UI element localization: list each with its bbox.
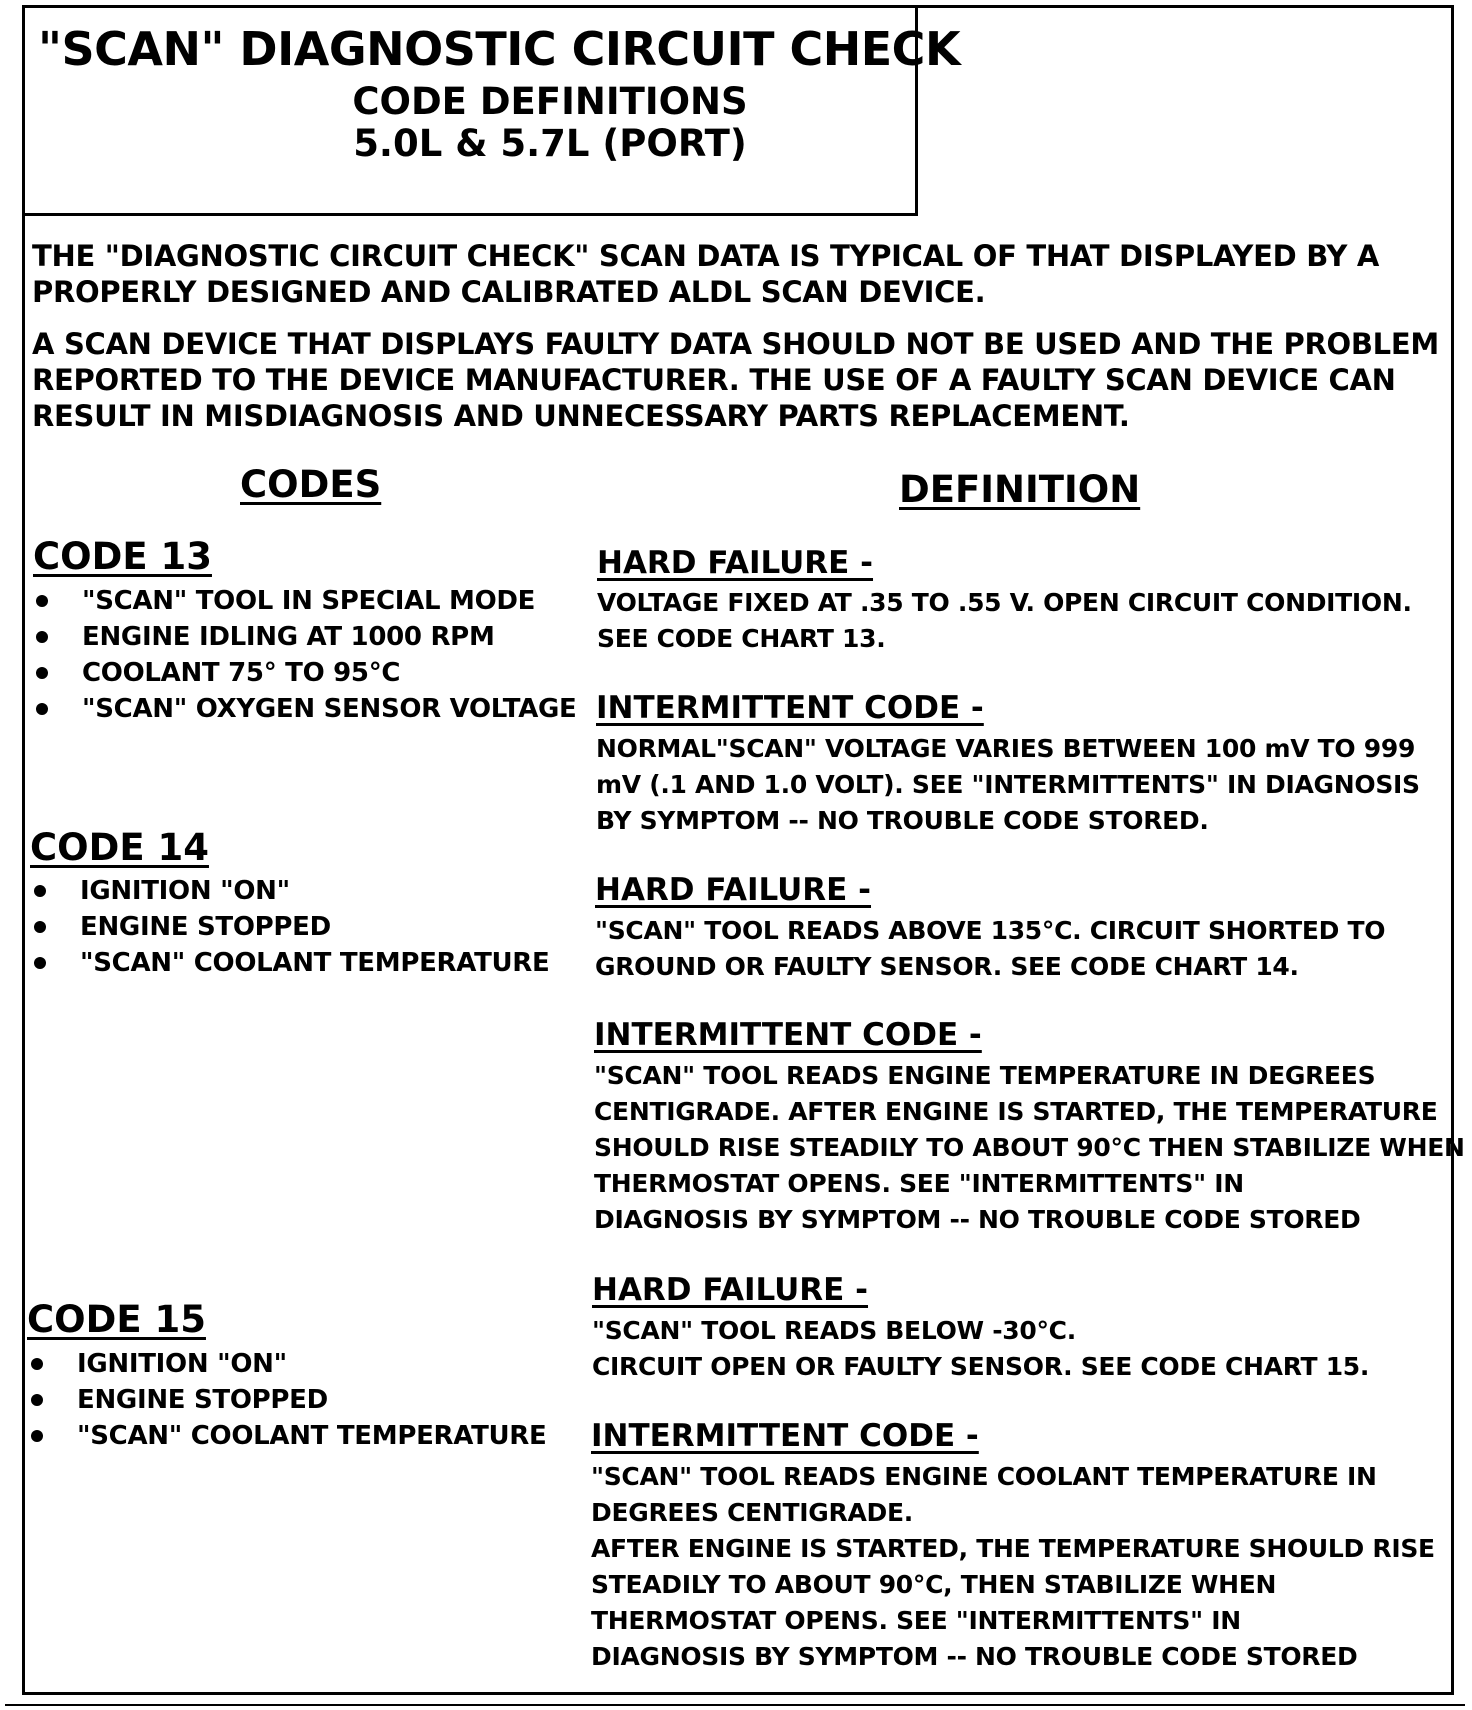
code-13-intermittent-heading: INTERMITTENT CODE - xyxy=(596,690,984,726)
bullet-icon xyxy=(31,1358,43,1370)
intro-paragraph-1: THE "DIAGNOSTIC CIRCUIT CHECK" SCAN DATA IS TYPICAL OF THAT DISPLAYED BY A PROPERLY DESIGNED AND CALIBRATED ALDL SCAN DEVICE. xyxy=(32,239,1380,309)
code-13-hard-failure-heading: HARD FAILURE - xyxy=(597,545,874,581)
page-subtitle: CODE DEFINITIONS xyxy=(352,80,748,123)
bullet-icon xyxy=(36,631,48,643)
bullet-icon xyxy=(34,957,46,969)
code-15-intermittent-text: "SCAN" TOOL READS ENGINE COOLANT TEMPERATURE IN DEGREES CENTIGRADE. AFTER ENGINE IS STARTED, THE TEMPERATURE SHOULD RISE STEADILY TO ABOUT 90°C, THEN STABILIZE WHEN THERMOSTAT OPENS. SEE "INTERMITTENTS" IN DIAGNOSIS BY SYMPTOM -- NO TROUBLE CODE STORED xyxy=(591,1462,1435,1671)
code-14-hard-failure-text: "SCAN" TOOL READS ABOVE 135°C. CIRCUIT SHORTED TO GROUND OR FAULTY SENSOR. SEE CODE CHART 14. xyxy=(595,916,1386,981)
bullet-icon xyxy=(36,595,48,607)
list-item: "SCAN" TOOL IN SPECIAL MODE xyxy=(32,583,577,619)
list-item: IGNITION "ON" xyxy=(30,873,550,909)
code-13-conditions xyxy=(32,583,577,727)
bullet-icon xyxy=(36,667,48,679)
code-15-hard-failure-heading: HARD FAILURE - xyxy=(592,1272,869,1308)
list-item: "SCAN" COOLANT TEMPERATURE xyxy=(27,1418,547,1454)
bottom-rule xyxy=(5,1704,1465,1706)
list-item: ENGINE STOPPED xyxy=(27,1382,547,1418)
list-item: "SCAN" OXYGEN SENSOR VOLTAGE xyxy=(32,691,577,727)
code-13-intermittent-text: NORMAL"SCAN" VOLTAGE VARIES BETWEEN 100 mV TO 999 mV (.1 AND 1.0 VOLT). SEE "INTERMITTENTS" IN DIAGNOSIS BY SYMPTOM -- NO TROUBLE CODE STORED. xyxy=(596,734,1420,835)
code-15-intermittent-heading: INTERMITTENT CODE - xyxy=(591,1418,979,1454)
code-14-title: CODE 14 xyxy=(30,826,209,869)
list-item: COOLANT 75° TO 95°C xyxy=(32,655,577,691)
codes-column-heading: CODES xyxy=(240,463,382,506)
code-14-intermittent-heading: INTERMITTENT CODE - xyxy=(594,1017,982,1053)
code-14-intermittent-text: "SCAN" TOOL READS ENGINE TEMPERATURE IN DEGREES CENTIGRADE. AFTER ENGINE IS STARTED, THE TEMPERATURE SHOULD RISE STEADILY TO ABOUT 90°C THEN STABILIZE WHEN THERMOSTAT OPENS. SEE "INTERMITTENTS" IN DIAGNOSIS BY SYMPTOM -- NO TROUBLE CODE STORED xyxy=(594,1061,1465,1234)
code-14-hard-failure-heading: HARD FAILURE - xyxy=(595,872,872,908)
list-item: ENGINE IDLING AT 1000 RPM xyxy=(32,619,577,655)
bullet-icon xyxy=(36,703,48,715)
bullet-icon xyxy=(34,921,46,933)
engine-label: 5.0L & 5.7L (PORT) xyxy=(353,122,747,165)
list-item: IGNITION "ON" xyxy=(27,1346,547,1382)
bullet-icon xyxy=(34,885,46,897)
page-title: "SCAN" DIAGNOSTIC CIRCUIT CHECK xyxy=(38,22,961,76)
code-13-hard-failure-text: VOLTAGE FIXED AT .35 TO .55 V. OPEN CIRCUIT CONDITION. SEE CODE CHART 13. xyxy=(597,588,1412,653)
code-13-title: CODE 13 xyxy=(33,535,212,578)
definition-column-heading: DEFINITION xyxy=(899,468,1141,511)
bullet-icon xyxy=(31,1430,43,1442)
code-15-conditions xyxy=(27,1346,547,1454)
code-15-hard-failure-text: "SCAN" TOOL READS BELOW -30°C. CIRCUIT OPEN OR FAULTY SENSOR. SEE CODE CHART 15. xyxy=(592,1316,1370,1381)
code-14-conditions xyxy=(30,873,550,981)
list-item: "SCAN" COOLANT TEMPERATURE xyxy=(30,945,550,981)
code-15-title: CODE 15 xyxy=(27,1298,206,1341)
bullet-icon xyxy=(31,1394,43,1406)
list-item: ENGINE STOPPED xyxy=(30,909,550,945)
intro-paragraph-2: A SCAN DEVICE THAT DISPLAYS FAULTY DATA SHOULD NOT BE USED AND THE PROBLEM REPORTED TO THE DEVICE MANUFACTURER. THE USE OF A FAULTY SCAN DEVICE CAN RESULT IN MISDIAGNOSIS AND UNNECESSARY PARTS REPLACEMENT. xyxy=(32,327,1439,433)
